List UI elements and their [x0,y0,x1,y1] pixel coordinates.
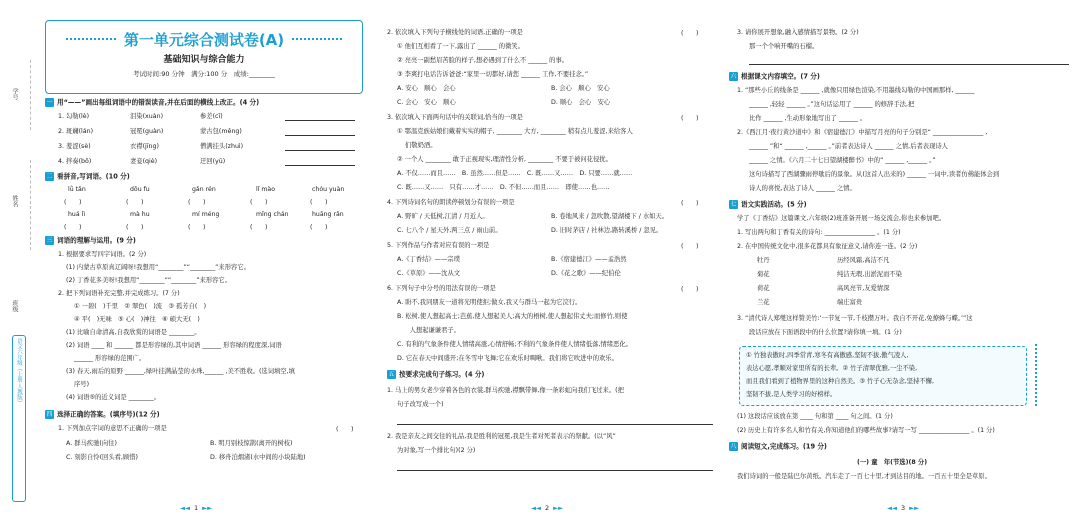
question-line: 序号) [74,381,90,388]
flower-label: 荷花 [757,285,770,292]
question-line: 3. 依次填入下面两句话中的关联词,恰当的一项是 [387,114,523,121]
section-badge: 五 [388,371,395,378]
pinyin: huāng rǎn [312,211,344,218]
pinyin: dōu fu [130,186,150,193]
question-line: 2. 我是亲友之间交往的礼品,我是胜利的冠冕,我是生者对死者表示的祭献。(以“风” [387,433,616,440]
item: 4. 拌奏(bō) [58,158,92,165]
item: 3. 羞涩(sè) [58,143,91,150]
question-line: 6. 下列句子中分号的用法有误的一项是 [387,285,496,292]
answer-box[interactable]: ( ) [681,30,699,37]
question-line: 为对象,写一个排比句)(2 分) [397,447,476,454]
option: B. 明月别枝惊鹊(离开的树枝) [210,440,293,447]
flower-meaning: 历经风霜,高洁不凡 [837,257,890,264]
question-line: 2. 依次填入下列句子横线处的词语,正确的一项是 [387,29,523,36]
question-line: (1) 这段话应该放在第 ____ 句和第 ____ 句之间。(1 分) [737,413,893,420]
question-line: 那一个个响开嘴的石榴。 [749,43,819,50]
question-line: 4. 下列诗词名句的朗读停顿划分有误的一项是 [387,199,515,206]
question-line: (1) 内蒙古草原真辽阔呀!我想用“________”“________”来形容它。 [66,264,250,271]
option: D. 它在春天中间盛开;在冬雪中飞舞;它在欢乐时啁啾。我们将它吹进中的欢乐。 [397,355,618,362]
question-line: ① 他们互相看了一下,露出了 ______ 的微笑。 [397,43,524,50]
page-number: ◄◄ 3 ►► [887,504,920,512]
answer-box[interactable]: ( ) [681,286,699,293]
question-line: ① 一碧( )千里 ② 翠色( )流 ③ 孤芳自( ) [74,303,207,310]
section-6-heading: 六 根据课文内容填空。(7 分) [730,72,820,81]
item: 参差(cī) [200,113,223,120]
passage-box [739,346,1027,406]
flower-meaning: 端庄富贵 [837,299,863,306]
option: C. 七八个 / 星天外,两三点 / 雨山前。 [397,227,502,234]
question-line: 段话应放在下面语段中的什么位置?请你填一填。(1 分) [749,329,902,336]
item: 冠冕(guàn) [130,128,164,135]
passage-line: 表达心愿,孝顺对家里所有的长辈。② 竹子清翠优雅,一尘不染, [746,365,918,372]
question-line: 1. 下列加点字词的意思不正确的一项是 [58,425,167,432]
answer-line[interactable] [397,470,713,471]
passage-line: ① 竹独表傲时,四季常青,寒冬有高傲感,坚韧不拔,傲气凌人, [746,352,909,359]
passage-line: 而且我们看到了植物界里的这种自然美。③ 竹子心无杂念,坚持不懈, [746,378,934,385]
item: 迂回(yū) [200,158,226,165]
option: A. 安心 顺心 会心 [397,85,456,92]
question-line: 诗人的喜悦,表达了诗人 ______ 之情。 [749,185,856,192]
answer-box[interactable]: ( ) [64,199,82,206]
pinyin: mà hu [130,211,150,218]
question-line: ② 亮亮一副愁眉苦脸的样子,想必遇到了什么不 ______ 的事。 [397,57,569,64]
answer-box[interactable]: ( ) [64,224,82,231]
question-line: 2. 把下列词语补充完整,并完成练习。(7 分) [58,290,180,297]
grade-strip: 语文六年级（上册·人教版） [12,335,26,502]
question-line: 1. “那些小丘的线条是 ______ ,就像只用绿色渲染,不用墨线勾勒的中国画那样, ______ [737,87,975,94]
decorative-chain [1035,344,1045,406]
flower-meaning: 纯洁无瑕,出淤泥而不染 [837,271,902,278]
section-7-heading: 七 语文实践活动。(5 分) [730,200,807,209]
question-line: 2. 在中国传统文化中,很多花都具有象征意义,请你连一连。(2 分) [737,243,918,250]
question-line: 1. 写出两句和丁香有关的诗句: ________________ 。(1 分) [737,229,901,236]
question-line: ______ 之情。《六月二十七日望湖楼醉书》中的“ ______ ,______ 。” [749,157,936,164]
option: D. 旧时茅店 / 社林边,路转溪桥 / 忽见。 [551,227,663,234]
answer-box[interactable]: ( ) [126,199,144,206]
answer-line[interactable] [285,120,355,121]
question-line: ① 鄂温克族姑娘们戴着实实的帽子, ________ 大方, ________ 稍有点儿羞涩,来给客人 [397,128,633,135]
pinyin: lǐ mào [256,186,276,193]
option: C.《草原》——沈从文 [397,270,461,277]
item: 妻妾(qiè) [130,158,158,165]
answer-box[interactable]: ( ) [336,426,354,433]
answer-box[interactable]: ( ) [310,199,328,206]
answer-line[interactable] [285,150,355,151]
item: 僧满挂头(zhuì) [200,143,244,150]
flower-label: 菊花 [757,271,770,278]
option: D. 移舟泊烟渚(水中间的小块陆地) [210,454,306,461]
option: A.《丁香结》——宗璞 [397,256,460,263]
option: A. 不仅……而且…… B. 虽然……但是…… C. 既……又…… D. 只要……就…… [397,170,633,177]
question-line: ______ ”和“ ______ ,______ 。”前者表达诗人 ______ 之情,后者表现诗人 [749,143,948,150]
answer-line[interactable] [397,424,713,425]
option: C. 刻影自怜(回头看,顾惜) [66,454,138,461]
question-line: (4) 词语⑤的近义词是 ________。 [66,394,161,401]
question-line: 3. 请你展开想象,融入感情描写景物。(2 分) [737,29,859,36]
question-line: (3) 春天,雨后的原野 ______,绿叶挂满晶莹的水珠,______ ,美不胜收。(选词填空,填 [66,368,295,375]
item: 泪染(xuàn) [130,113,164,120]
question-line: 句子改写成一个) [397,401,444,408]
answer-box[interactable]: ( ) [250,224,268,231]
item: 1. 勾勒(lè) [58,113,90,120]
option: C. 既……又…… 只有……才…… D. 不但……而且…… 即使……也…… [397,184,610,191]
flower-meaning: 高风亮节,友爱情深 [837,285,890,292]
answer-line[interactable] [285,165,355,166]
answer-box[interactable]: ( ) [188,199,206,206]
gutter-line [30,60,31,130]
section-badge: 一 [46,99,53,106]
flower-label: 牡丹 [757,257,770,264]
page-number: ◄◄ 2 ►► [531,504,564,512]
page-3 [727,0,1080,516]
section-3-heading: 三 词语的理解与运用。(9 分) [46,236,136,245]
section-badge: 六 [730,73,737,80]
question-line: (2) 历史上有许多名人和竹有关,你知道他们的哪些故事?请写一写 ________________ 。(1 分) [737,427,995,434]
section-2-heading: 二 看拼音,写词语。(10 分) [46,172,130,181]
item: 衣襟(jīng) [130,143,159,150]
section-4-heading: 四 选择正确的答案。(填序号)(12 分) [46,410,160,419]
option: B. 松树,使人想起高士;芭蕉,使人想起美人;高大的梧树,使人想起伟丈夫;而修竹,则使 [397,313,628,320]
option: 人想起谦谦君子。 [397,327,460,334]
section-8-heading: 八 阅读短文,完成练习。(19 分) [730,442,827,451]
answer-box[interactable]: ( ) [250,199,268,206]
section-5-heading: 五 按要求完成句子练习。(4 分) [388,370,485,379]
exam-meta: 考试时间:90 分钟 满分:100 分 成绩:________ [133,70,275,78]
option: A. 盼不,我同朋友一道将光明使拒;做女,我又与群马一起为它浣行。 [397,299,582,306]
question-line: ______ ,轻轻 ______ 。”这句话运用了 ______ 的修辞手法,把 [749,101,915,108]
question-line: 2.《西江月·夜行黄沙道中》和《宿建德江》中描写月亮的句子分别是“ ________________ , [737,129,988,136]
question-line: (2) 词语 ____ 和 ______ 都是形容绿的,其中词语 ______ 形容绿的程度深,词语 [66,342,282,349]
option: B. 会心 顺心 安心 [551,85,610,92]
question-line: 们敬奶酒。 [405,142,437,149]
option: A. 群马疾驰(向往) [66,440,117,447]
pinyin: mí méng [192,211,220,218]
question-line: ④ 平( )无味 ⑤ 心( )神往 ⑥ 硕大无( ) [74,316,200,323]
option: C. 会心 安心 顺心 [397,99,456,106]
section-1-heading: 一 用“——”画出每组词语中的错误读音,并在后面的横线上改正。(4 分) [46,98,260,107]
student-id-label: 学号 [11,88,18,100]
question-line: ② 一个人 ________ 敢于正视现实,理清性分析, ________ 不要于被问花侵扰。 [397,156,612,163]
gutter-line [30,160,31,250]
answer-box[interactable]: ( ) [681,243,699,250]
pinyin: gǎn rén [192,186,216,193]
option: D. 顺心 会心 安心 [551,99,611,106]
title-box [45,20,363,94]
section-badge: 七 [730,201,737,208]
question-line: 这句诗描写了西湖骤雨停歇后的景象。从(这首人出来的) ______ 一词中,读者仿佛能体会到 [749,171,1000,178]
section-badge: 八 [730,443,737,450]
question-line: (1) 比喻自命清高,自我欣赏的词语是 ________。 [66,329,201,336]
flower-label: 兰花 [757,299,770,306]
option: B.《宿建德江》——孟浩然 [551,256,627,263]
pinyin: mǐng chán [256,211,289,218]
passage-line: 坚韧不拔,是人类学习的好榜样。 [746,391,837,398]
passage-title: (一) 童 年(节选)(8 分) [857,459,928,466]
section-badge: 二 [46,173,53,180]
answer-box[interactable]: ( ) [310,224,328,231]
page-title: 第一单元综合测试卷(A) [123,31,285,49]
answer-box[interactable]: ( ) [681,115,699,122]
page-subtitle: 基础知识与综合能力 [163,55,245,65]
binding-gutter [0,0,40,516]
answer-line[interactable] [285,135,355,136]
answer-box[interactable]: ( ) [681,200,699,207]
option: B. 卷地风来 / 忽吹散,望湖楼下 / 水如天。 [551,213,669,220]
item: 蒙古包(měng) [200,128,242,135]
page-1 [0,0,378,516]
question-line: 1. 马上的男女老少穿着各色的衣裳,群马疾驰,襟飘带舞,像一条彩虹向我们飞过来。(把 [387,387,624,394]
page-2 [381,0,721,516]
page-number: ◄◄ 1 ►► [180,504,213,512]
section-badge: 三 [46,237,53,244]
question-line: 5. 下列作品与作者对应有误的一项是 [387,242,490,249]
question-line: 1. 根据要求写四字词语。(2 分) [58,251,147,258]
question-line: ③ 李爽打电话告诉爸爸:“家里一切都好,请您 ______ 工作,不要挂念。” [397,71,589,78]
name-label: 姓名 [11,195,18,207]
answer-line[interactable] [749,64,1069,65]
question-line: ______ 形容绿的范围广。 [74,355,146,362]
section-badge: 四 [46,411,53,418]
question-line: (2) 丁香花多美呀!我想用“________”“________”来形容它。 [66,277,232,284]
question-line: 比作 ______ ,生动形象地写出了 ______ 。 [749,115,867,122]
answer-box[interactable]: ( ) [126,224,144,231]
answer-box[interactable]: ( ) [188,224,206,231]
item: 2. 斑斓(lán) [58,128,94,135]
passage-line: 我们诗词的一般是陆巴尔黄纸。汽车走了一百七十里,才到达目的地。一百五十里全是草原。 [737,473,991,480]
option: D.《花之歌》——纪伯伦 [551,270,621,277]
pinyin: huá lì [68,211,86,218]
pinyin: lǜ tǎn [68,186,86,193]
option: A. 野旷 / 天低树,江清 / 月近人。 [397,213,489,220]
class-label: 班级 [11,300,18,312]
option: C. 有利的气象条件使人情绪高涨,心情舒畅;不利的气象条件使人情绪低落,情绪恶化。 [397,341,632,348]
pinyin: chóu yuàn [312,186,345,193]
question-line: 学了《丁香结》这篇课文,六年级(2)班准备开展一场交流会,你也来参加吧。 [737,215,946,222]
question-line: 3. “清代诗人郑燮这样赞美竹:‘一节复一节,千枝攒万叶。我自不开花,免撩蜂与蝶。’”这 [737,315,973,322]
